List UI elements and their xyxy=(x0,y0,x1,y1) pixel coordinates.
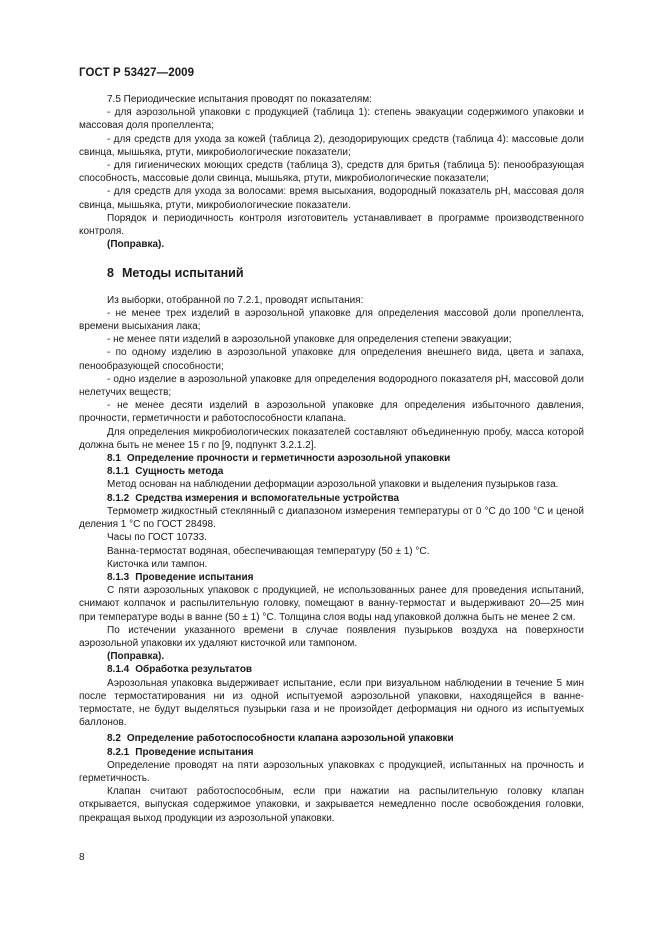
subsection-8-1-4-heading xyxy=(79,663,584,676)
list-item: Часы по ГОСТ 10733. xyxy=(107,532,207,544)
subsection-title: Обработка результатов xyxy=(135,664,253,676)
subsection-number: 8.1.3 xyxy=(107,571,130,583)
subsection-number: 8.1 xyxy=(107,453,121,465)
subsection-title: Средства измерения и вспомогательные устройства xyxy=(135,492,400,504)
subsection-number: 8.1.1 xyxy=(107,466,130,478)
procedure-paragraph: По истечении указанного времени в случае появления пузырьков воздуха на поверхности аэрозольной упаковки их удаляют кисточкой или тампоном. xyxy=(79,624,584,649)
list-item: - для средств для ухода за волосами: время высыхания, водородный показатель рН, массовая доля свинца, мышьяка, ртути, микробиологические показатели. xyxy=(79,186,584,211)
document-body xyxy=(79,93,584,825)
list-item: - для средств для ухода за кожей (таблица 2), дезодорирующих средств (таблица 4): массовые доли свинца, мышьяка, ртути, микробиологические показатели; xyxy=(79,133,584,158)
section-7-5-intro: 7.5 Периодические испытания проводят по показателям: xyxy=(107,94,372,105)
list-item: - не менее десяти изделий в аэрозольной упаковке для определения избыточного давления, прочности, герметичности и работоспособности клапана. xyxy=(79,400,584,425)
subsection-title: Проведение испытания xyxy=(135,571,254,583)
section-title: Методы испытаний xyxy=(121,266,244,281)
subsection-title: Проведение испытания xyxy=(135,746,254,758)
subsection-title: Определение работоспособности клапана аэрозольной упаковки xyxy=(126,733,454,745)
method-essence-text: Метод основан на наблюдении деформации аэрозольной упаковки и выделения пузырьков газа. xyxy=(107,479,559,491)
subsection-8-2-1-heading xyxy=(79,746,584,759)
list-item: - по одному изделию в аэрозольной упаковке для определения внешнего вида, цвета и запаха, пенообразующей способности; xyxy=(79,347,584,372)
amendment-note: (Поправка). xyxy=(107,651,165,663)
section-8-intro: Из выборки, отобранной по 7.2.1, проводят испытания: xyxy=(107,294,364,306)
subsection-number: 8.1.2 xyxy=(107,492,130,504)
section-8-heading xyxy=(79,267,584,280)
results-paragraph: Аэрозольная упаковка выдерживает испытание, если при визуальном наблюдении в течение 5 мин после термостатирования ни из одной испытуемой аэрозольной упаковки, находящейся в ванне-термостате, не будут выделяться пузырьки газа и не произойдет деформация ни одного из испытуемых баллонов. xyxy=(79,677,584,729)
page-number: 8 xyxy=(79,852,85,863)
list-item: - для гигиенических моющих средств (таблица 3), средств для бритья (таблица 5): пенообразующая способность, массовые доли свинца, мышьяка, ртути, микробиологические показатели; xyxy=(79,160,584,185)
list-item: - одно изделие в аэрозольной упаковке для определения водородного показателя рН, массовой доли нелетучих веществ; xyxy=(79,373,584,399)
microbio-sample-text: Для определения микробиологических показателей составляют объединенную пробу, масса которой должна быть не менее 15 г по [9, подпункт 3.2.1.2]. xyxy=(79,426,584,451)
subsection-title: Определение прочности и герметичности аэрозольной упаковки xyxy=(126,453,451,465)
subsection-8-1-2-heading xyxy=(79,492,584,505)
subsection-8-1-1-heading xyxy=(79,465,584,478)
standard-header: ГОСТ Р 53427—2009 xyxy=(79,67,195,79)
control-order-text: Порядок и периодичность контроля изготовитель устанавливает в программе производственного контроля. xyxy=(79,212,584,238)
procedure-paragraph: Клапан считают работоспособным, если при нажатии на распылительную головку клапан открывается, выпуская содержимое упаковки, и закрывается немедленно после освобождения головки, прекращая выход продукции из аэрозольной упаковки. xyxy=(79,786,584,824)
subsection-8-2-heading xyxy=(79,732,584,745)
subsection-8-1-heading xyxy=(79,452,584,465)
list-item: - не менее пяти изделий в аэрозольной упаковке для определения степени эвакуации; xyxy=(107,334,512,346)
procedure-paragraph: Определение проводят на пяти аэрозольных упаковках с продукцией, испытанных на прочность и герметичность. xyxy=(79,759,584,784)
subsection-title: Сущность метода xyxy=(135,466,224,478)
list-item: Ванна-термостат водяная, обеспечивающая температуру (50 ± 1) °С. xyxy=(107,545,430,557)
subsection-number: 8.2 xyxy=(107,733,121,745)
procedure-paragraph: С пяти аэрозольных упаковок с продукцией, не использованных ранее для проведения испытаний, снимают колпачок и распылительную головку, помещают в ванну-термостат и выдерживают 20—25 мин при температуре воды в ванне (50 ± 1) °С. Толщина слоя воды над упаковкой должна быть не менее 2 см. xyxy=(79,585,584,623)
subsection-8-1-3-heading xyxy=(79,571,584,584)
list-item: - для аэрозольной упаковки с продукцией (таблица 1): степень эвакуации содержимого упаковки и массовая доля пропеллента; xyxy=(79,107,584,132)
section-number: 8 xyxy=(107,266,114,281)
subsection-number: 8.1.4 xyxy=(107,664,130,676)
subsection-number: 8.2.1 xyxy=(107,746,130,758)
list-item: Термометр жидкостный стеклянный с диапазоном измерения температуры от 0 °С до 100 °С и ценой деления 1 °С по ГОСТ 28498. xyxy=(79,505,584,531)
list-item: - не менее трех изделий в аэрозольной упаковке для определения массовой доли пропеллента, времени высыхания лака; xyxy=(79,307,584,333)
list-item: Кисточка или тампон. xyxy=(107,558,208,570)
amendment-note: (Поправка). xyxy=(107,239,165,251)
